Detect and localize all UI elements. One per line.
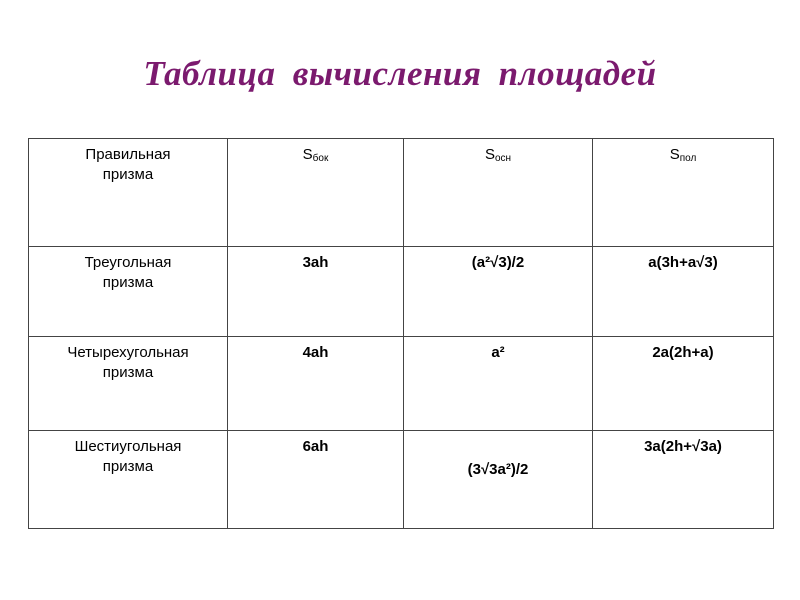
total-area-cell: a(3h+a√3) — [593, 247, 774, 337]
page-title: Таблица вычисления площадей — [143, 54, 657, 93]
header-prism-line1: Правильная — [85, 146, 171, 163]
prism-name-cell — [29, 247, 228, 337]
table-header-row — [29, 139, 774, 247]
header-base-symbol: S — [484, 146, 495, 163]
total-area-cell: 3a(2h+√3a) — [593, 431, 774, 529]
header-lateral-area-cell — [228, 139, 404, 247]
prism-name-line2: призма — [102, 364, 154, 381]
base-area-cell — [404, 431, 593, 529]
prism-name-cell — [29, 431, 228, 529]
total-area-cell: 2a(2h+a) — [593, 337, 774, 431]
header-prism-cell — [29, 139, 228, 247]
base-area-value: (3√3a²)/2 — [467, 461, 529, 478]
prism-name-cell — [29, 337, 228, 431]
header-total-subscript: пол — [679, 153, 697, 164]
base-area-cell: a² — [404, 337, 593, 431]
header-prism-line2: призма — [102, 166, 154, 183]
base-area-cell: (a²√3)/2 — [404, 247, 593, 337]
prism-name-line1: Четырехугольная — [67, 344, 189, 361]
area-formulas-table — [28, 138, 774, 529]
prism-name-line2: призма — [102, 274, 154, 291]
header-base-subscript: осн — [494, 153, 512, 164]
header-total-symbol: S — [669, 146, 680, 163]
header-lateral-symbol: S — [302, 146, 313, 163]
lateral-area-cell: 4ah — [228, 337, 404, 431]
lateral-area-cell: 6ah — [228, 431, 404, 529]
header-base-area-cell — [404, 139, 593, 247]
table-row — [29, 247, 774, 337]
prism-name-line1: Шестиугольная — [74, 438, 182, 455]
prism-name-line1: Треугольная — [84, 254, 172, 271]
header-total-area-cell — [593, 139, 774, 247]
prism-name-line2: призма — [102, 458, 154, 475]
header-lateral-subscript: бок — [312, 153, 329, 164]
lateral-area-cell: 3ah — [228, 247, 404, 337]
table-row — [29, 337, 774, 431]
table-row — [29, 431, 774, 529]
